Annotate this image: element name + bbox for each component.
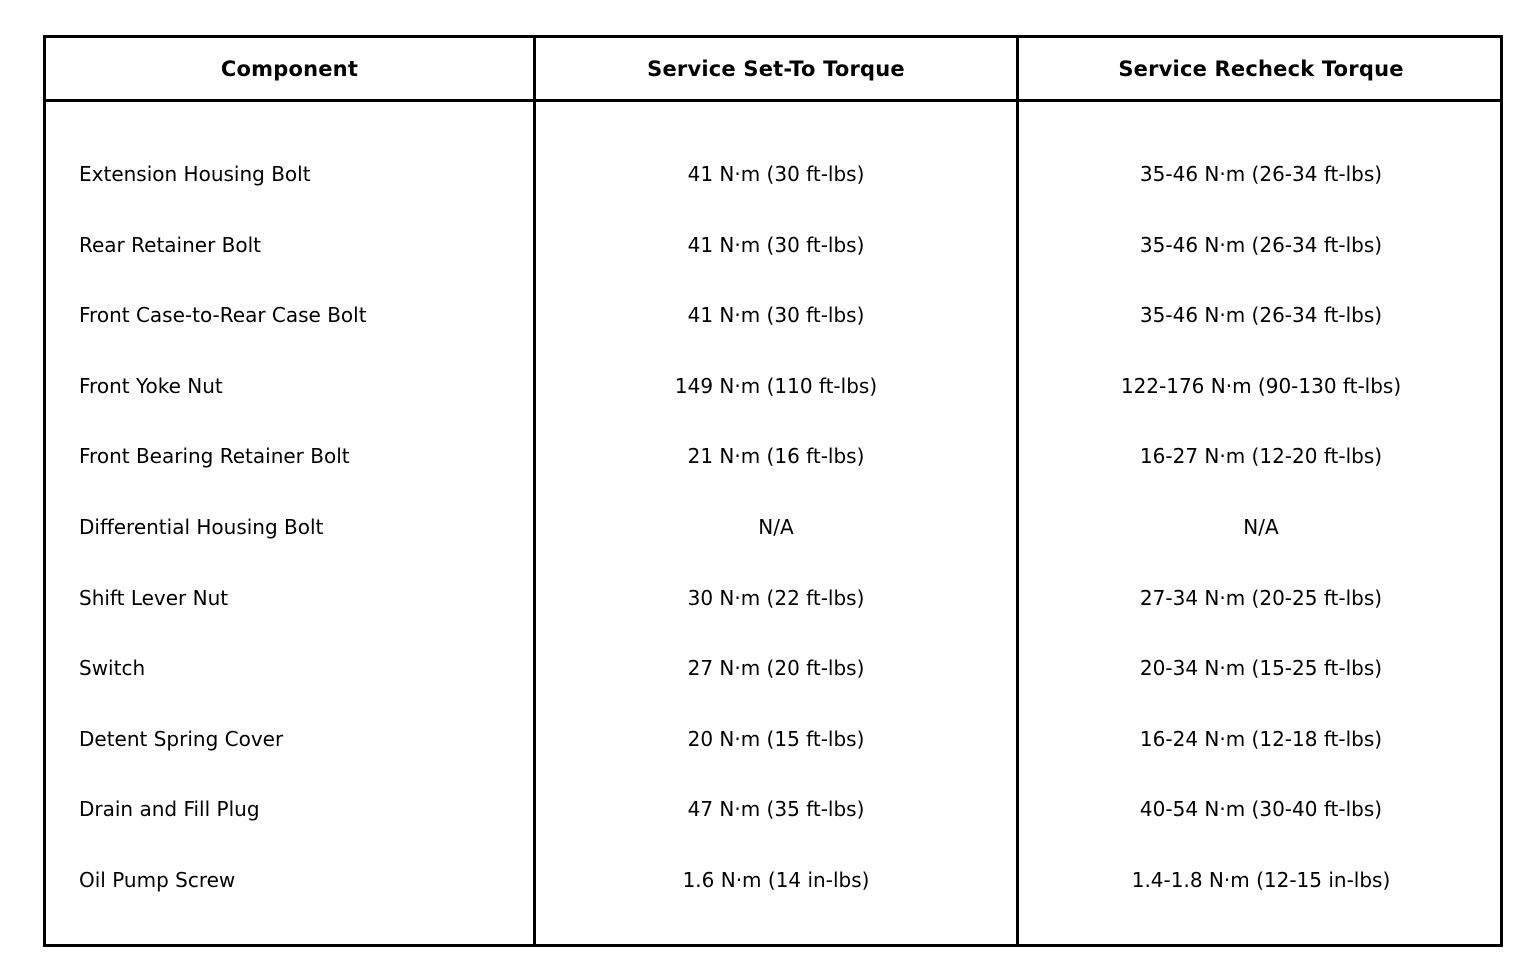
recheck-torque-cell: 16-24 N·m (12-18 ft-lbs) — [1139, 726, 1383, 751]
table-row — [46, 564, 1500, 635]
recheck-torque-cell: 16-27 N·m (12-20 ft-lbs) — [1139, 444, 1383, 469]
recheck-torque-cell: 35-46 N·m (26-34 ft-lbs) — [1139, 162, 1383, 186]
table-row — [46, 705, 1500, 776]
header-divider — [46, 99, 1500, 102]
torque-spec-table — [43, 35, 1503, 947]
table-row — [46, 422, 1500, 493]
set-to-torque-cell: 47 N·m (35 ft-lbs) — [687, 797, 865, 822]
recheck-torque-cell: 1.4-1.8 N·m (12-15 in-lbs) — [1131, 867, 1391, 892]
recheck-torque-cell: 27-34 N·m (20-25 ft-lbs) — [1139, 585, 1383, 610]
table-row — [46, 140, 1500, 211]
recheck-torque-cell: N/A — [1243, 514, 1279, 539]
component-cell: Shift Lever Nut — [79, 585, 229, 610]
component-cell: Differential Housing Bolt — [79, 514, 324, 539]
component-cell: Drain and Fill Plug — [79, 797, 260, 822]
recheck-torque-cell: 122-176 N·m (90-130 ft-lbs) — [1120, 373, 1402, 398]
component-cell: Switch — [79, 656, 146, 681]
set-to-torque-cell: 1.6 N·m (14 in-lbs) — [682, 867, 870, 892]
table-body — [46, 140, 1500, 917]
table-row — [46, 281, 1500, 352]
table-row — [46, 634, 1500, 705]
recheck-torque-cell: 20-34 N·m (15-25 ft-lbs) — [1139, 656, 1383, 681]
recheck-torque-cell: 35-46 N·m (26-34 ft-lbs) — [1139, 303, 1383, 328]
table-row — [46, 493, 1500, 564]
table-row — [46, 352, 1500, 423]
set-to-torque-cell: 21 N·m (16 ft-lbs) — [687, 444, 865, 469]
table-row — [46, 775, 1500, 846]
set-to-torque-cell: 149 N·m (110 ft-lbs) — [674, 373, 878, 398]
component-cell: Extension Housing Bolt — [79, 162, 311, 186]
table-header — [46, 38, 1500, 99]
set-to-torque-cell: 41 N·m (30 ft-lbs) — [687, 303, 865, 328]
set-to-torque-cell: 41 N·m (30 ft-lbs) — [687, 232, 865, 257]
component-cell: Oil Pump Screw — [79, 867, 236, 892]
component-cell: Front Yoke Nut — [79, 373, 223, 398]
set-to-torque-cell: 27 N·m (20 ft-lbs) — [687, 656, 865, 681]
header-set-to-torque: Service Set-To Torque — [647, 56, 905, 81]
component-cell: Rear Retainer Bolt — [79, 232, 262, 257]
header-component: Component — [220, 56, 359, 81]
table-row — [46, 846, 1500, 917]
component-cell: Front Case-to-Rear Case Bolt — [79, 303, 367, 328]
recheck-torque-cell: 35-46 N·m (26-34 ft-lbs) — [1139, 232, 1383, 257]
component-cell: Detent Spring Cover — [79, 726, 284, 751]
set-to-torque-cell: 41 N·m (30 ft-lbs) — [687, 162, 865, 186]
recheck-torque-cell: 40-54 N·m (30-40 ft-lbs) — [1139, 797, 1383, 822]
table-row — [46, 211, 1500, 282]
header-recheck-torque: Service Recheck Torque — [1118, 56, 1404, 81]
component-cell: Front Bearing Retainer Bolt — [79, 444, 350, 469]
set-to-torque-cell: N/A — [758, 514, 794, 539]
set-to-torque-cell: 20 N·m (15 ft-lbs) — [687, 726, 865, 751]
set-to-torque-cell: 30 N·m (22 ft-lbs) — [687, 585, 865, 610]
